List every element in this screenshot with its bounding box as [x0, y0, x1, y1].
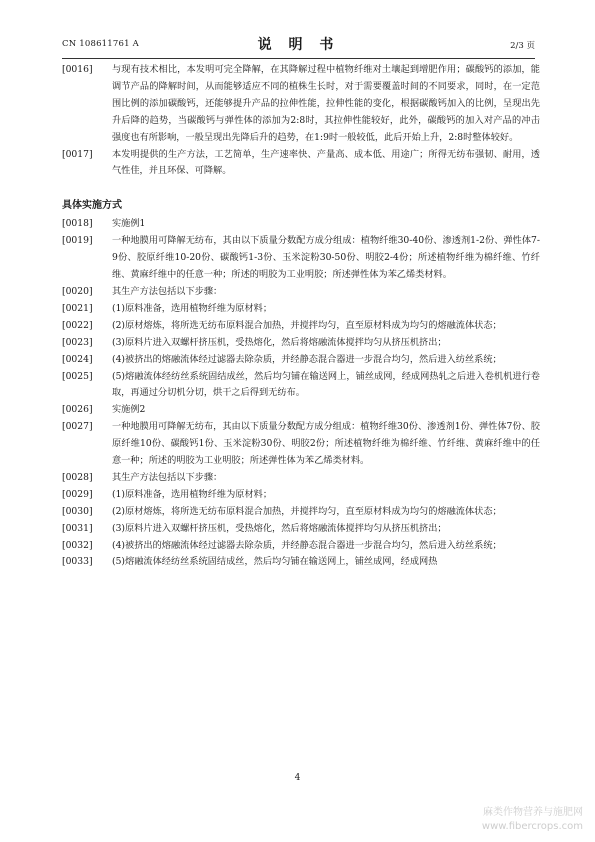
- paragraph-number: [0022]: [62, 319, 93, 331]
- paragraph-number: [0016]: [62, 64, 93, 75]
- paragraph-number: [0021]: [62, 302, 93, 314]
- paragraph: [62, 538, 540, 555]
- paragraph-text: (1)原料准备，选用植物纤维为原材料；: [112, 302, 273, 314]
- paragraph-text: (4)被挤出的熔融流体经过滤器去除杂质，并经静态混合器进一步混合均匀，然后进入纺丝系统；: [112, 539, 502, 551]
- page-label: 2/3 页: [510, 41, 535, 51]
- paragraph: [62, 419, 540, 470]
- section-title: 具体实施方式: [62, 200, 122, 212]
- paragraph: [62, 216, 540, 233]
- paragraph: [62, 470, 540, 487]
- paragraph-number: [0033]: [62, 556, 93, 568]
- paragraph-text: 实施例1: [112, 218, 146, 230]
- paragraph-number: [0024]: [62, 353, 93, 365]
- paragraph-number: [0031]: [62, 522, 93, 534]
- document-title: 说 明 书: [257, 37, 340, 53]
- paragraph: [62, 402, 540, 419]
- paragraph-text: (5)熔融流体经纺丝系统固结成丝，然后均匀铺在输送网上，铺丝成网，经成网热轧之后进入卷机机进行卷取，再通过分切机分切，烘干之后得到无纺布。: [112, 370, 540, 399]
- paragraph-text: (5)熔融流体经纺丝系统固结成丝，然后均匀铺在输送网上，铺丝成网，经成网热: [112, 556, 438, 568]
- paragraph-text: 一种地膜用可降解无纺布，其由以下质量分数配方成分组成：植物纤维30-40份、渗透剂1-2份、弹性体7-9份、胶原纤维10-20份、碳酸钙1-3份、玉米淀粉30-50份、明胶2-4份；所述植物纤维为棉纤维、竹纤维、黄麻纤维中的任意一种；所述的明胶为工业明胶；所述弹性体为苯乙烯类材料。: [112, 235, 540, 281]
- paragraph-text: 实施例2: [112, 404, 146, 416]
- paragraph-text: 其生产方法包括以下步骤：: [112, 471, 223, 483]
- paragraph: [62, 62, 540, 147]
- paragraph-number: [0019]: [62, 235, 93, 247]
- watermark-line-1: 麻类作物营养与施肥网: [483, 807, 583, 818]
- watermark: [482, 806, 583, 834]
- paragraph-text: (3)原料片进入双螺杆挤压机，受热熔化，然后将熔融流体搅拌均匀从挤压机挤出；: [112, 336, 447, 348]
- page-number: 4: [294, 773, 301, 783]
- paragraph-text: (2)原材熔炼，将所选无纺布原料混合加热，并搅拌均匀，直至原材料成为均匀的熔融流体状态；: [112, 505, 502, 517]
- paragraph-number: [0018]: [62, 218, 93, 230]
- paragraph-number: [0026]: [62, 404, 93, 416]
- paragraph-number: [0017]: [62, 148, 93, 160]
- paragraph-list-top: [62, 62, 540, 180]
- paragraph: [62, 487, 540, 504]
- paragraph-number: [0020]: [62, 285, 93, 297]
- paragraph: [62, 352, 540, 369]
- patent-number: CN 108611761 A: [62, 39, 139, 49]
- paragraph-text: (1)原料准备，选用植物纤维为原材料；: [112, 488, 273, 500]
- paragraph: [62, 284, 540, 301]
- paragraph: [62, 554, 540, 571]
- paragraph-text: 本发明提供的生产方法，工艺简单，生产速率快、产量高、成本低、用途广；所得无纺布强韧、耐用，透气性佳，并且环保、可降解。: [112, 148, 540, 177]
- paragraph-text: 与现有技术相比，本发明可完全降解，在其降解过程中植物纤维对土壤起到增肥作用；碳酸钙的添加，能调节产品的降解时间，从而能够适应不同的植株生长时，对于需要覆盖时间的不同要求，同时，在一定范围比例的添加碳酸钙，还能够提升产品的拉伸性能，拉伸性能的变化，根据碳酸钙加入的比例，呈现出先升后降的趋势，当碳酸钙与弹性体的添加为2:8时，其拉伸性能较好，此外，碳酸钙的加入对产品的冲击强度也有所影响，一般呈现出先降后升的趋势，在1:9时一般较低，此后开始上升，2:8时整体较好。: [112, 64, 540, 143]
- paragraph-number: [0025]: [62, 370, 93, 382]
- header-divider: [62, 58, 535, 59]
- paragraph-text: (4)被挤出的熔融流体经过滤器去除杂质，并经静态混合器进一步混合均匀，然后进入纺丝系统；: [112, 353, 502, 365]
- paragraph: [62, 504, 540, 521]
- paragraph-number: [0023]: [62, 336, 93, 348]
- paragraph: [62, 233, 540, 284]
- paragraph-text: 其生产方法包括以下步骤：: [112, 285, 223, 297]
- paragraph-text: (3)原料片进入双螺杆挤压机，受热熔化，然后将熔融流体搅拌均匀从挤压机挤出；: [112, 522, 447, 534]
- paragraph-number: [0028]: [62, 471, 93, 483]
- paragraph-number: [0032]: [62, 539, 93, 551]
- paragraph-text: (2)原材熔炼，将所选无纺布原料混合加热，并搅拌均匀，直至原材料成为均匀的熔融流体状态；: [112, 319, 502, 331]
- paragraph-number: [0027]: [62, 421, 93, 433]
- document-body: [62, 62, 540, 571]
- watermark-line-2: www.fibercrops.com: [481, 821, 583, 832]
- paragraph-list-main: [62, 216, 540, 571]
- paragraph: [62, 318, 540, 335]
- paragraph: [62, 335, 540, 352]
- page-header: [62, 34, 535, 56]
- paragraph-number: [0030]: [62, 505, 93, 517]
- paragraph: [62, 147, 540, 181]
- paragraph-number: [0029]: [62, 488, 93, 500]
- paragraph: [62, 301, 540, 318]
- paragraph: [62, 521, 540, 538]
- paragraph: [62, 369, 540, 403]
- paragraph-text: 一种地膜用可降解无纺布，其由以下质量分数配方成分组成：植物纤维30份、渗透剂1份、弹性体7份、胶原纤维10份、碳酸钙1份、玉米淀粉30份、明胶2份；所述植物纤维为棉纤维、竹纤维、黄麻纤维中的任意一种；所述的明胶为工业明胶；所述弹性体为苯乙烯类材料。: [112, 421, 540, 467]
